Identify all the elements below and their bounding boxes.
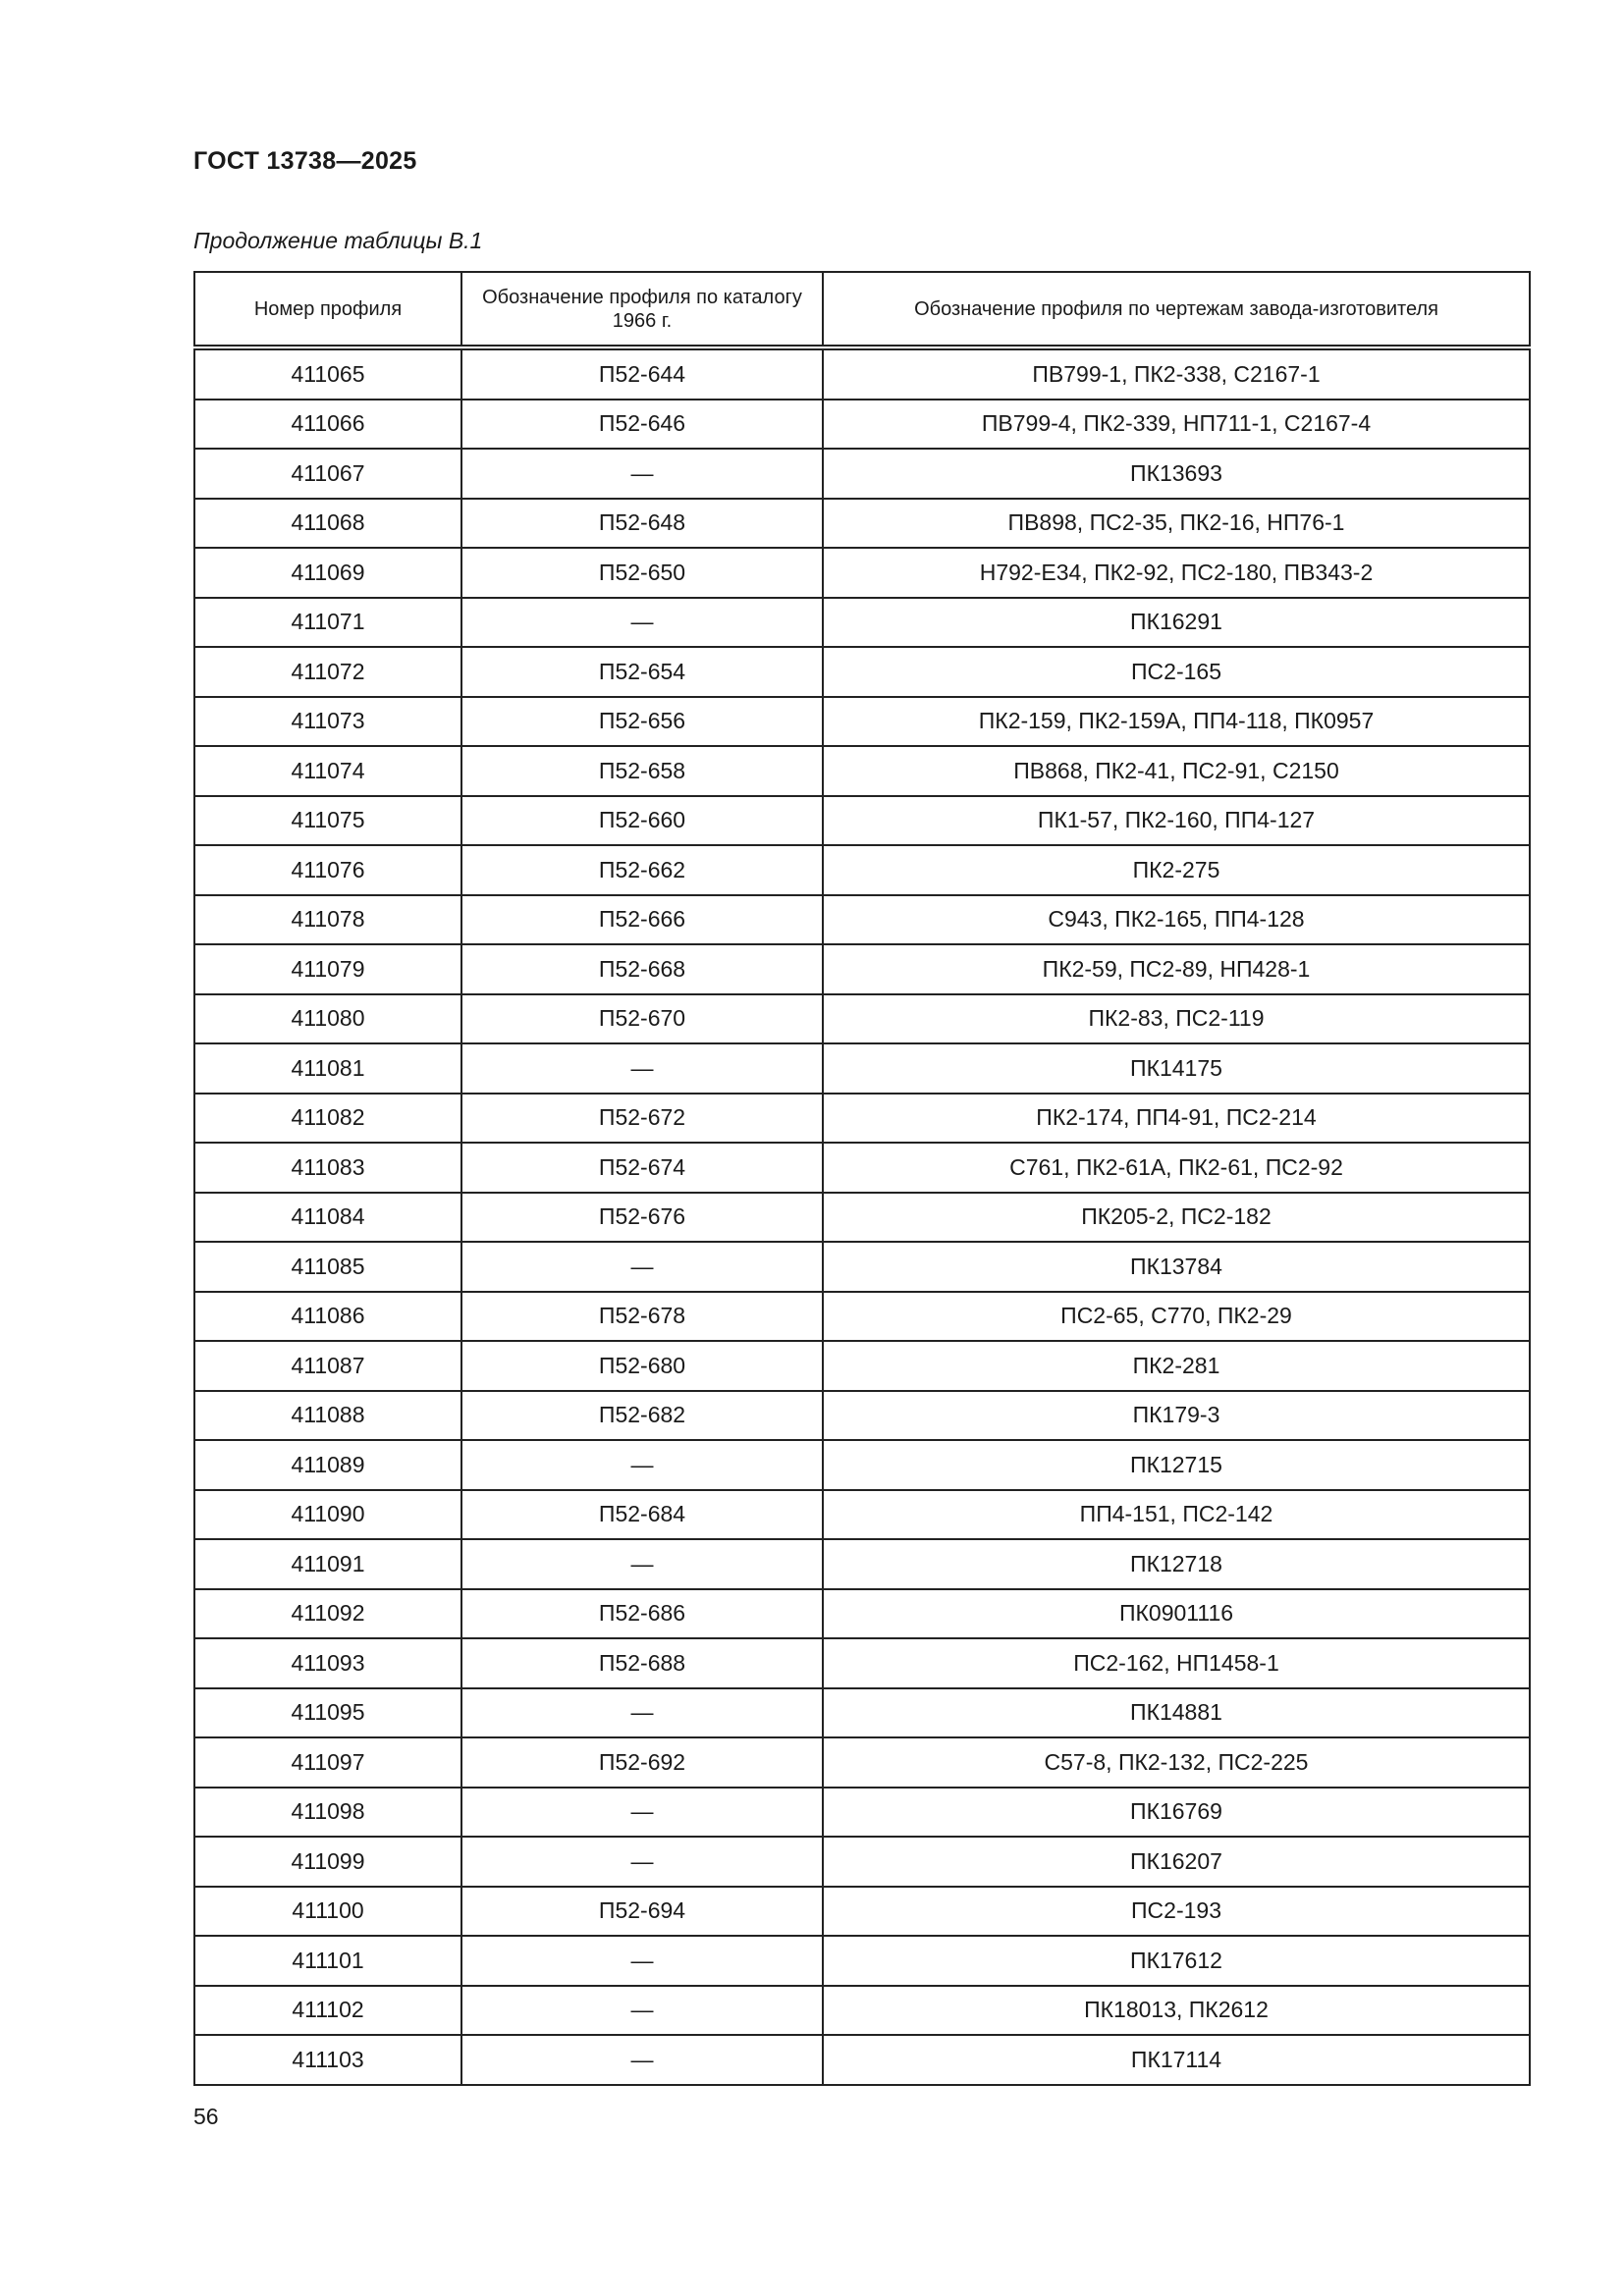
cell-factory-designation: ПВ799-1, ПК2-338, С2167-1 — [823, 347, 1530, 400]
cell-catalog-designation: — — [461, 1837, 823, 1887]
cell-catalog-designation: — — [461, 1936, 823, 1986]
cell-factory-designation: ПК12718 — [823, 1539, 1530, 1589]
table-row — [194, 1788, 1530, 1838]
cell-profile-number: 411089 — [194, 1440, 461, 1490]
cell-profile-number: 411072 — [194, 647, 461, 697]
cell-catalog-designation: — — [461, 1539, 823, 1589]
column-header-profile-number: Номер профиля — [194, 272, 461, 347]
cell-catalog-designation: — — [461, 2035, 823, 2085]
table-row — [194, 1688, 1530, 1738]
cell-catalog-designation: П52-684 — [461, 1490, 823, 1540]
cell-profile-number: 411103 — [194, 2035, 461, 2085]
table-row — [194, 347, 1530, 400]
cell-factory-designation: ПК16291 — [823, 598, 1530, 648]
table-row — [194, 1737, 1530, 1788]
column-header-catalog-1966: Обозначение профиля по каталогу 1966 г. — [461, 272, 823, 347]
cell-profile-number: 411082 — [194, 1094, 461, 1144]
cell-profile-number: 411079 — [194, 944, 461, 994]
cell-catalog-designation: П52-680 — [461, 1341, 823, 1391]
table-row — [194, 1043, 1530, 1094]
cell-profile-number: 411078 — [194, 895, 461, 945]
table-row — [194, 994, 1530, 1044]
cell-factory-designation: ПВ898, ПС2-35, ПК2-16, НП76-1 — [823, 499, 1530, 549]
cell-catalog-designation: П52-670 — [461, 994, 823, 1044]
cell-factory-designation: ПК2-275 — [823, 845, 1530, 895]
cell-factory-designation: ПС2-65, С770, ПК2-29 — [823, 1292, 1530, 1342]
cell-profile-number: 411069 — [194, 548, 461, 598]
table-header-row — [194, 272, 1530, 347]
cell-factory-designation: ПС2-162, НП1458-1 — [823, 1638, 1530, 1688]
table-body — [194, 347, 1530, 2085]
cell-catalog-designation: П52-644 — [461, 347, 823, 400]
table-row — [194, 746, 1530, 796]
cell-catalog-designation: П52-646 — [461, 400, 823, 450]
cell-catalog-designation: П52-666 — [461, 895, 823, 945]
cell-factory-designation: ПС2-165 — [823, 647, 1530, 697]
cell-catalog-designation: П52-648 — [461, 499, 823, 549]
cell-factory-designation: ПК14881 — [823, 1688, 1530, 1738]
cell-profile-number: 411087 — [194, 1341, 461, 1391]
cell-factory-designation: ПК12715 — [823, 1440, 1530, 1490]
cell-catalog-designation: П52-654 — [461, 647, 823, 697]
cell-factory-designation: С57-8, ПК2-132, ПС2-225 — [823, 1737, 1530, 1788]
table-row — [194, 1837, 1530, 1887]
cell-profile-number: 411073 — [194, 697, 461, 747]
cell-profile-number: 411086 — [194, 1292, 461, 1342]
table-row — [194, 449, 1530, 499]
cell-factory-designation: ПВ799-4, ПК2-339, НП711-1, С2167-4 — [823, 400, 1530, 450]
table-row — [194, 1936, 1530, 1986]
table-row — [194, 1143, 1530, 1193]
cell-catalog-designation: П52-692 — [461, 1737, 823, 1788]
table-row — [194, 1887, 1530, 1937]
cell-catalog-designation: П52-658 — [461, 746, 823, 796]
table-row — [194, 598, 1530, 648]
cell-catalog-designation: П52-676 — [461, 1193, 823, 1243]
cell-profile-number: 411095 — [194, 1688, 461, 1738]
cell-profile-number: 411071 — [194, 598, 461, 648]
cell-factory-designation: ПК205-2, ПС2-182 — [823, 1193, 1530, 1243]
cell-factory-designation: ПК0901116 — [823, 1589, 1530, 1639]
table-row — [194, 796, 1530, 846]
cell-factory-designation: С761, ПК2-61А, ПК2-61, ПС2-92 — [823, 1143, 1530, 1193]
cell-factory-designation: ПК2-159, ПК2-159А, ПП4-118, ПК0957 — [823, 697, 1530, 747]
cell-profile-number: 411093 — [194, 1638, 461, 1688]
cell-factory-designation: ПК16207 — [823, 1837, 1530, 1887]
cell-profile-number: 411091 — [194, 1539, 461, 1589]
table-row — [194, 2035, 1530, 2085]
cell-factory-designation: С943, ПК2-165, ПП4-128 — [823, 895, 1530, 945]
table-row — [194, 1292, 1530, 1342]
table-row — [194, 548, 1530, 598]
cell-catalog-designation: П52-656 — [461, 697, 823, 747]
table-row — [194, 895, 1530, 945]
profile-table — [193, 271, 1531, 2086]
cell-factory-designation: ПС2-193 — [823, 1887, 1530, 1937]
cell-catalog-designation: — — [461, 449, 823, 499]
table-row — [194, 1589, 1530, 1639]
cell-profile-number: 411068 — [194, 499, 461, 549]
cell-factory-designation: ПК16769 — [823, 1788, 1530, 1838]
cell-factory-designation: ПК2-83, ПС2-119 — [823, 994, 1530, 1044]
cell-factory-designation: ПК17114 — [823, 2035, 1530, 2085]
cell-factory-designation: ПК14175 — [823, 1043, 1530, 1094]
cell-profile-number: 411102 — [194, 1986, 461, 2036]
cell-factory-designation: ПК17612 — [823, 1936, 1530, 1986]
table-row — [194, 1094, 1530, 1144]
cell-factory-designation: ПВ868, ПК2-41, ПС2-91, С2150 — [823, 746, 1530, 796]
cell-factory-designation: ПК13693 — [823, 449, 1530, 499]
cell-catalog-designation: П52-650 — [461, 548, 823, 598]
table-row — [194, 1341, 1530, 1391]
cell-profile-number: 411081 — [194, 1043, 461, 1094]
cell-profile-number: 411100 — [194, 1887, 461, 1937]
table-row — [194, 1440, 1530, 1490]
cell-catalog-designation: — — [461, 598, 823, 648]
table-row — [194, 647, 1530, 697]
cell-catalog-designation: П52-660 — [461, 796, 823, 846]
cell-profile-number: 411090 — [194, 1490, 461, 1540]
cell-catalog-designation: — — [461, 1788, 823, 1838]
table-row — [194, 400, 1530, 450]
cell-catalog-designation: — — [461, 1688, 823, 1738]
cell-profile-number: 411076 — [194, 845, 461, 895]
cell-factory-designation: ПК2-59, ПС2-89, НП428-1 — [823, 944, 1530, 994]
cell-factory-designation: ПК18013, ПК2612 — [823, 1986, 1530, 2036]
cell-catalog-designation: П52-686 — [461, 1589, 823, 1639]
cell-catalog-designation: — — [461, 1242, 823, 1292]
cell-catalog-designation: П52-694 — [461, 1887, 823, 1937]
cell-catalog-designation: — — [461, 1043, 823, 1094]
table-row — [194, 1986, 1530, 2036]
table-row — [194, 944, 1530, 994]
cell-profile-number: 411101 — [194, 1936, 461, 1986]
cell-catalog-designation: — — [461, 1986, 823, 2036]
cell-profile-number: 411084 — [194, 1193, 461, 1243]
cell-catalog-designation: П52-682 — [461, 1391, 823, 1441]
document-header: ГОСТ 13738—2025 — [193, 147, 417, 175]
page-number: 56 — [193, 2104, 219, 2129]
cell-factory-designation: ПК1-57, ПК2-160, ПП4-127 — [823, 796, 1530, 846]
cell-profile-number: 411099 — [194, 1837, 461, 1887]
cell-profile-number: 411074 — [194, 746, 461, 796]
cell-profile-number: 411097 — [194, 1737, 461, 1788]
table-row — [194, 1490, 1530, 1540]
table-row — [194, 1193, 1530, 1243]
cell-profile-number: 411092 — [194, 1589, 461, 1639]
cell-profile-number: 411065 — [194, 347, 461, 400]
cell-profile-number: 411083 — [194, 1143, 461, 1193]
cell-profile-number: 411088 — [194, 1391, 461, 1441]
cell-catalog-designation: П52-688 — [461, 1638, 823, 1688]
cell-catalog-designation: П52-672 — [461, 1094, 823, 1144]
table-row — [194, 1539, 1530, 1589]
cell-factory-designation: ПК13784 — [823, 1242, 1530, 1292]
cell-profile-number: 411085 — [194, 1242, 461, 1292]
cell-profile-number: 411066 — [194, 400, 461, 450]
cell-catalog-designation: — — [461, 1440, 823, 1490]
table-caption: Продолжение таблицы В.1 — [193, 228, 483, 253]
cell-factory-designation: ПК2-174, ПП4-91, ПС2-214 — [823, 1094, 1530, 1144]
table-row — [194, 1242, 1530, 1292]
cell-factory-designation: ПП4-151, ПС2-142 — [823, 1490, 1530, 1540]
table-row — [194, 845, 1530, 895]
cell-profile-number: 411075 — [194, 796, 461, 846]
cell-factory-designation: ПК179-3 — [823, 1391, 1530, 1441]
cell-catalog-designation: П52-678 — [461, 1292, 823, 1342]
table-row — [194, 1391, 1530, 1441]
cell-factory-designation: Н792-Е34, ПК2-92, ПС2-180, ПВ343-2 — [823, 548, 1530, 598]
table-row — [194, 499, 1530, 549]
cell-profile-number: 411080 — [194, 994, 461, 1044]
column-header-factory-drawings: Обозначение профиля по чертежам завода-изготовителя — [823, 272, 1530, 347]
cell-profile-number: 411067 — [194, 449, 461, 499]
cell-factory-designation: ПК2-281 — [823, 1341, 1530, 1391]
cell-catalog-designation: П52-662 — [461, 845, 823, 895]
cell-catalog-designation: П52-668 — [461, 944, 823, 994]
table-row — [194, 1638, 1530, 1688]
cell-catalog-designation: П52-674 — [461, 1143, 823, 1193]
cell-profile-number: 411098 — [194, 1788, 461, 1838]
table-row — [194, 697, 1530, 747]
